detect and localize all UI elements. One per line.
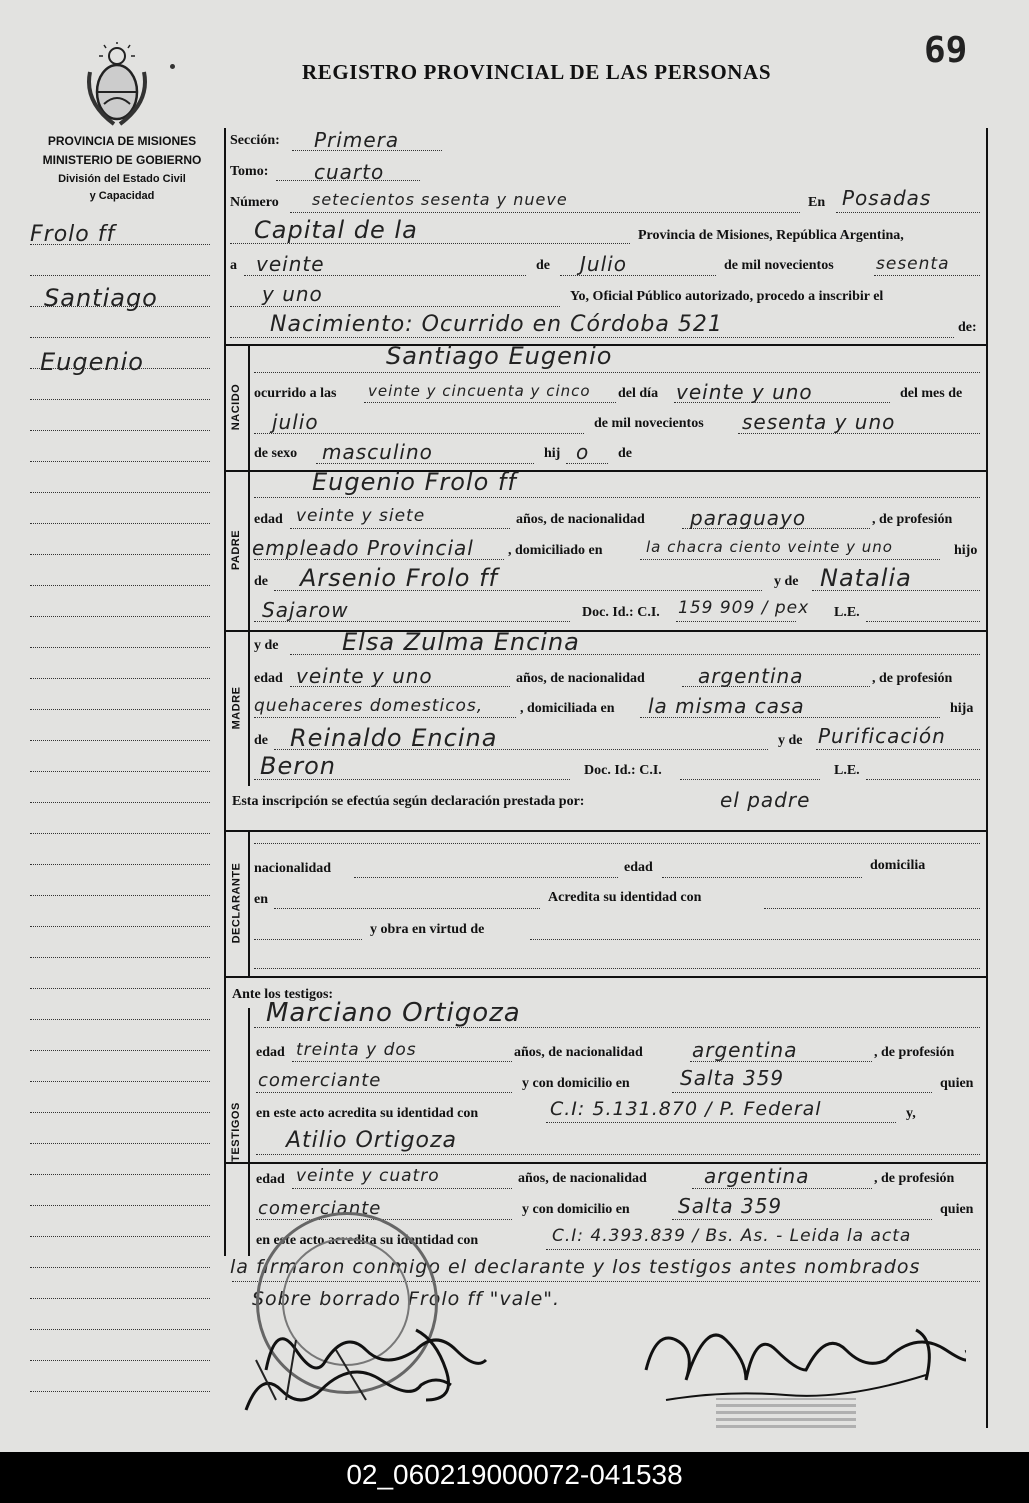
testigo2-acredita-label: en este acto acredita su identidad con bbox=[256, 1233, 479, 1248]
margin-ruled-line bbox=[30, 1391, 210, 1392]
declarante-en-label: en bbox=[254, 892, 268, 907]
section-declarante: DECLARANTE bbox=[230, 862, 242, 944]
testigo1-acredita-label: en este acto acredita su identidad con bbox=[256, 1106, 479, 1121]
institution-line-3: División del Estado Civil bbox=[58, 173, 186, 185]
hij-label: hij bbox=[544, 446, 561, 461]
mes-value: Julio bbox=[580, 252, 627, 276]
testigo2-edad-label: edad bbox=[256, 1172, 285, 1187]
padre-nac-label: años, de nacionalidad bbox=[516, 512, 645, 527]
a-label: a bbox=[230, 258, 237, 273]
numero-label: Número bbox=[230, 195, 279, 210]
testigo1-edad-label: edad bbox=[256, 1045, 285, 1060]
institution-line-2: MINISTERIO DE GOBIERNO bbox=[42, 153, 202, 167]
madre-domicilio: la misma casa bbox=[648, 694, 805, 718]
padre-nombre: Eugenio Frolo ff bbox=[312, 468, 517, 496]
page-number: 69 bbox=[924, 30, 968, 71]
testigo1-nombre: Marciano Ortigoza bbox=[266, 998, 521, 1028]
testigos-divider-rule bbox=[224, 1162, 986, 1164]
hora-label: ocurrido a las bbox=[254, 386, 337, 401]
padre-doc-value: 159 909 / pex bbox=[678, 598, 810, 618]
margin-ruled-line bbox=[30, 523, 210, 524]
padre-domicilio: la chacra ciento veinte y uno bbox=[646, 538, 893, 556]
padre-de-label: de bbox=[254, 574, 268, 589]
sections-inner-border bbox=[248, 344, 250, 786]
barcode-id: 02_060219000072-041538 bbox=[346, 1459, 683, 1490]
institution-line-4: y Capacidad bbox=[89, 190, 155, 202]
madre-y-de-label-2: y de bbox=[778, 733, 803, 748]
margin-ruled-line bbox=[30, 1360, 210, 1361]
madre-profesion: quehaceres domesticos, bbox=[254, 696, 484, 716]
margin-ruled-line bbox=[30, 1236, 210, 1237]
margin-ruled-line bbox=[30, 275, 210, 276]
margin-ruled-line bbox=[30, 709, 210, 710]
margin-ruled-line bbox=[30, 740, 210, 741]
madre-padre-de: Reinaldo Encina bbox=[290, 724, 498, 752]
testigo1-domicilio: Salta 359 bbox=[680, 1066, 785, 1090]
testigo2-prof-label: , de profesión bbox=[874, 1171, 955, 1186]
margin-ruled-line bbox=[30, 1298, 210, 1299]
padre-edad-label: edad bbox=[254, 512, 283, 527]
margin-ruled-line bbox=[30, 1329, 210, 1330]
declarante-bottom-rule bbox=[224, 976, 986, 978]
margin-ruled-line bbox=[30, 957, 210, 958]
testigo2-nac-label: años, de nacionalidad bbox=[518, 1171, 647, 1186]
de-label: de bbox=[536, 258, 550, 273]
margin-ruled-line bbox=[30, 430, 210, 431]
declarante-nac-label: nacionalidad bbox=[254, 861, 332, 876]
sexo-label: de sexo bbox=[254, 446, 298, 461]
margin-ruled-line bbox=[30, 1050, 210, 1051]
nacido-mes-value: julio bbox=[272, 410, 319, 434]
madre-top-rule bbox=[224, 630, 986, 632]
declarante-dom-label: domicilia bbox=[870, 858, 926, 873]
madre-hija-label: hija bbox=[950, 701, 974, 716]
ciudad-value: Posadas bbox=[842, 186, 932, 210]
margin-ruled-line bbox=[30, 616, 210, 617]
hora-value: veinte y cincuenta y cinco bbox=[368, 382, 591, 400]
padre-edad-value: veinte y siete bbox=[296, 506, 426, 526]
testigo1-profesion: comerciante bbox=[258, 1070, 382, 1091]
testigo2-nombre: Atilio Ortigoza bbox=[286, 1128, 458, 1153]
margin-ruled-line bbox=[30, 306, 210, 307]
anio-label: de mil novecientos bbox=[724, 258, 834, 273]
oficial-label: Yo, Oficial Público autorizado, procedo a inscribir el bbox=[570, 289, 884, 304]
madre-edad-label: edad bbox=[254, 671, 283, 686]
de-end-label: de: bbox=[958, 320, 977, 335]
institution-line-1: PROVINCIA DE MISIONES bbox=[47, 134, 197, 148]
padre-prof-label: , de profesión bbox=[872, 512, 953, 527]
declarante-edad-label: edad bbox=[624, 860, 653, 875]
declarante-acredita-label: Acredita su identidad con bbox=[548, 890, 702, 905]
section-nacido: NACIDO bbox=[230, 383, 243, 431]
margin-name-1: Santiago bbox=[44, 284, 158, 312]
nacido-dia-value: veinte y uno bbox=[676, 380, 813, 404]
seccion-label: Sección: bbox=[230, 133, 280, 148]
padre-le-label: L.E. bbox=[834, 605, 860, 620]
dia-value: veinte bbox=[256, 252, 325, 276]
del-mes-label: del mes de bbox=[900, 386, 963, 401]
madre-madre-apellido: Beron bbox=[260, 752, 336, 780]
sexo-value: masculino bbox=[322, 440, 433, 464]
madre-nacionalidad: argentina bbox=[698, 664, 804, 688]
margin-ruled-line bbox=[30, 1205, 210, 1206]
margin-ruled-line bbox=[30, 399, 210, 400]
padre-y-de-label: y de bbox=[774, 574, 799, 589]
margin-ruled-line bbox=[30, 244, 210, 245]
margin-ruled-line bbox=[30, 368, 210, 369]
testigo2-edad-value: veinte y cuatro bbox=[296, 1166, 440, 1186]
margin-ruled-line bbox=[30, 1143, 210, 1144]
margin-ruled-line bbox=[30, 1112, 210, 1113]
testigo2-profesion: comerciante bbox=[258, 1198, 382, 1219]
section-padre: PADRE bbox=[230, 529, 243, 571]
hij-value: o bbox=[576, 440, 590, 464]
declarante-obra-label: y obra en virtud de bbox=[370, 922, 485, 937]
acto-value: Nacimiento: Ocurrido en Córdoba 521 bbox=[270, 312, 723, 337]
en-label: En bbox=[808, 195, 826, 210]
testigo1-edad-value: treinta y dos bbox=[296, 1040, 417, 1060]
padre-dom-label: , domiciliado en bbox=[508, 543, 603, 558]
margin-surname: Frolo ff bbox=[30, 222, 116, 247]
anio-value-2: y uno bbox=[262, 282, 323, 306]
testigo2-acredita-value: C.I: 4.393.839 / Bs. As. - Leida la acta bbox=[552, 1226, 912, 1246]
madre-edad-value: veinte y uno bbox=[296, 664, 433, 688]
testigos-inner-border bbox=[248, 1008, 250, 1256]
testigo1-nacionalidad: argentina bbox=[692, 1038, 798, 1062]
lugar-value: Capital de la bbox=[254, 216, 418, 244]
margin-ruled-line bbox=[30, 461, 210, 462]
madre-madre-de: Purificación bbox=[818, 724, 946, 748]
margin-ruled-line bbox=[30, 492, 210, 493]
officer-stamp bbox=[716, 1398, 856, 1428]
margin-ruled-line bbox=[30, 337, 210, 338]
margin-ruled-line bbox=[30, 1081, 210, 1082]
testigo2-domicilio: Salta 359 bbox=[678, 1194, 783, 1218]
testigos-intro: Ante los testigos: bbox=[232, 987, 334, 1002]
del-dia-label: del día bbox=[618, 386, 659, 401]
margin-ruled-line bbox=[30, 678, 210, 679]
nacido-de-label: de bbox=[618, 446, 632, 461]
margin-ruled-line bbox=[30, 771, 210, 772]
margin-ruled-line bbox=[30, 554, 210, 555]
padre-doc-label: Doc. Id.: C.I. bbox=[582, 605, 660, 620]
testigo1-y-label: y, bbox=[906, 1106, 916, 1121]
declarante-inner-border bbox=[248, 830, 250, 978]
nacido-anio-label: de mil novecientos bbox=[594, 416, 704, 431]
margin-name-2: Eugenio bbox=[40, 348, 144, 376]
madre-dom-label: , domiciliada en bbox=[520, 701, 615, 716]
cierre-line-1: la firmaron conmigo el declarante y los testigos antes nombrados bbox=[230, 1256, 921, 1278]
anio-value-1: sesenta bbox=[876, 254, 950, 274]
declaracion-label: Esta inscripción se efectúa según declaración prestada por: bbox=[232, 794, 585, 809]
margin-ruled-line bbox=[30, 1267, 210, 1268]
testigo2-quien-label: quien bbox=[940, 1202, 974, 1217]
testigo1-dom-label: y con domicilio en bbox=[522, 1076, 630, 1091]
margin-ruled-line bbox=[30, 1019, 210, 1020]
margin-ruled-line bbox=[30, 926, 210, 927]
form-right-border bbox=[986, 128, 988, 1428]
margin-ruled-line bbox=[30, 585, 210, 586]
document-id-footer bbox=[0, 1452, 1029, 1503]
coat-of-arms-icon bbox=[84, 42, 150, 128]
testigo1-prof-label: , de profesión bbox=[874, 1045, 955, 1060]
madre-de-label: de bbox=[254, 733, 268, 748]
padre-nacionalidad: paraguayo bbox=[690, 506, 807, 530]
testigo1-acredita-value: C.I: 5.131.870 / P. Federal bbox=[550, 1098, 822, 1120]
padre-padre-de: Arsenio Frolo ff bbox=[300, 564, 498, 592]
tomo-label: Tomo: bbox=[230, 164, 269, 179]
bullet-dot-icon bbox=[170, 64, 175, 69]
declaracion-value: el padre bbox=[720, 788, 811, 812]
nacido-nombre: Santiago Eugenio bbox=[386, 342, 613, 370]
cierre-line-2: Sobre borrado Frolo ff "vale". bbox=[252, 1288, 561, 1310]
signatures-left-icon bbox=[226, 1300, 496, 1430]
madre-le-label: L.E. bbox=[834, 763, 860, 778]
padre-profesion: empleado Provincial bbox=[252, 536, 474, 560]
testigo1-quien-label: quien bbox=[940, 1076, 974, 1091]
margin-ruled-line bbox=[30, 833, 210, 834]
margin-ruled-line bbox=[30, 895, 210, 896]
madre-doc-label: Doc. Id.: C.I. bbox=[584, 763, 662, 778]
padre-hijo-label: hijo bbox=[954, 543, 978, 558]
page-title: REGISTRO PROVINCIAL DE LAS PERSONAS bbox=[302, 60, 772, 84]
margin-ruled-line bbox=[30, 988, 210, 989]
margin-ruled-line bbox=[30, 802, 210, 803]
madre-y-de-label: y de bbox=[254, 638, 279, 653]
padre-madre-apellido: Sajarow bbox=[262, 598, 349, 622]
seccion-value: Primera bbox=[314, 128, 400, 152]
padre-madre-de: Natalia bbox=[820, 564, 912, 592]
madre-nombre: Elsa Zulma Encina bbox=[342, 628, 580, 656]
section-madre: MADRE bbox=[230, 686, 242, 730]
provincia-label: Provincia de Misiones, República Argentina, bbox=[638, 228, 904, 243]
tomo-value: cuarto bbox=[314, 160, 385, 184]
testigo1-nac-label: años, de nacionalidad bbox=[514, 1045, 643, 1060]
madre-prof-label: , de profesión bbox=[872, 671, 953, 686]
numero-value: setecientos sesenta y nueve bbox=[312, 190, 568, 209]
madre-nac-label: años, de nacionalidad bbox=[516, 671, 645, 686]
margin-ruled-line bbox=[30, 647, 210, 648]
nacido-anio-value: sesenta y uno bbox=[742, 410, 896, 434]
testigo2-dom-label: y con domicilio en bbox=[522, 1202, 630, 1217]
margin-ruled-line bbox=[30, 864, 210, 865]
testigo2-nacionalidad: argentina bbox=[704, 1164, 810, 1188]
declarante-top-rule bbox=[224, 830, 986, 832]
margin-ruled-line bbox=[30, 1174, 210, 1175]
section-testigos: TESTIGOS bbox=[230, 1102, 242, 1162]
